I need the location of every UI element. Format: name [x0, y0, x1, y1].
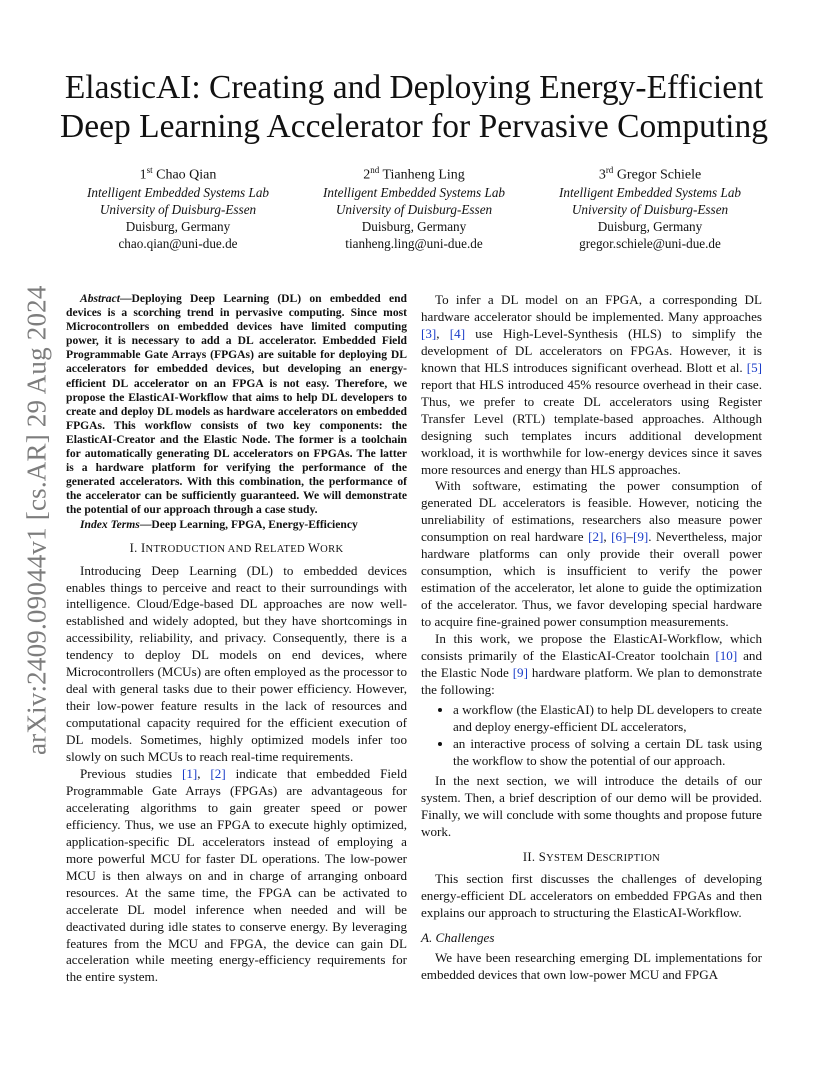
citation-link[interactable]: [3]	[421, 325, 437, 341]
author-lab: Intelligent Embedded Systems Lab	[322, 184, 506, 200]
citation-link[interactable]: [2]	[588, 529, 604, 545]
abstract	[66, 292, 407, 518]
author-1: 1st Chao Qian Intelligent Embedded Systems Lab University of Duisburg-Essen Duisburg, Germany chao.qian@uni-due.de	[60, 162, 296, 252]
author-location: Duisburg, Germany	[361, 218, 467, 234]
citation-link[interactable]: [9]	[512, 664, 528, 680]
author-email[interactable]: chao.qian@uni-due.de	[118, 235, 238, 251]
author-3: 3rd Gregor Schiele Intelligent Embedded Systems Lab University of Duisburg-Essen Duisburg, Germany gregor.schiele@uni-due.de	[532, 162, 768, 252]
citation-link[interactable]: [4]	[449, 325, 466, 341]
index-terms	[66, 518, 407, 532]
author-university: University of Duisburg-Essen	[571, 201, 729, 217]
citation-link[interactable]: [9]	[632, 529, 649, 545]
paper-title: ElasticAI: Creating and Deploying Energy-Efficient Deep Learning Accelerator for Pervasive Computing	[60, 69, 768, 145]
citation-link[interactable]: [1]	[181, 765, 198, 781]
section-heading-system-description: II. SYSTEM DESCRIPTION	[522, 849, 661, 864]
left-column	[66, 292, 407, 986]
paragraph-right-3: In this work, we propose the ElasticAI-Workflow, which consists primarily of the ElasticAI-Creator toolchain [10] and the Elastic Node [9] hardware platform. We plan to demonstrate the following:	[421, 631, 763, 697]
section-heading-introduction: I. INTRODUCTION AND RELATED WORK	[129, 540, 344, 555]
author-university: University of Duisburg-Essen	[99, 201, 257, 217]
author-lab: Intelligent Embedded Systems Lab	[86, 184, 270, 200]
author-name: Gregor Schiele	[616, 167, 702, 183]
paragraph-intro-1: Introducing Deep Learning (DL) to embedded devices enables things to perceive and react to their surroundings with intelligence. Cloud/Edge-based DL approaches are now well-established and widely adopted, but they have shortcomings in accessibility, reliability, and privacy. Consequently, there is a tendency to deploy DL models on end devices, where Microcontrollers (MCUs) are often employed as the processor to deal with general tasks due to their power efficiency. However, their low-power feature results in the lack of resources and computational capacity required for the efficient execution of DL models. Sometimes, highly optimized models infer too slowly on such MCUs to reach real-time requirements.	[66, 562, 407, 765]
list-item: • an interactive process of solving a certain DL task using the workflow to show the potential of our approach.	[453, 736, 762, 770]
author-lab: Intelligent Embedded Systems Lab	[558, 184, 742, 200]
index-terms-label: Index Terms	[80, 517, 140, 531]
paragraph-right-5: This section first discusses the challenges of developing energy-efficient DL accelerators on embedded FPGAs and then explains our approach to structuring the ElasticAI-Workflow.	[421, 871, 762, 921]
citation-link[interactable]: [5]	[746, 359, 762, 375]
paragraph-right-6: We have been researching emerging DL implementations for embedded devices that own low-power MCU and FPGA	[421, 950, 762, 983]
contribution-list	[421, 702, 762, 770]
citation-link[interactable]: [2]	[210, 765, 226, 781]
author-location: Duisburg, Germany	[597, 218, 703, 234]
author-email[interactable]: gregor.schiele@uni-due.de	[579, 235, 721, 251]
abstract-label: Abstract	[80, 292, 120, 305]
author-name: Tianheng Ling	[382, 167, 465, 183]
arxiv-identifier: arXiv:2409.09044v1 [cs.AR] 29 Aug 2024	[21, 285, 52, 755]
right-column	[421, 292, 762, 984]
author-2: 2nd Tianheng Ling Intelligent Embedded Systems Lab University of Duisburg-Essen Duisburg, Germany tianheng.ling@uni-due.de	[296, 162, 532, 252]
paragraph-intro-2: Previous studies [1], [2] indicate that embedded Field Programmable Gate Arrays (FPGAs) are advantageous for accelerating algorithms to gain greater speed or power efficiency. Thus, we use an FPGA to execute highly optimized, application-specific DL accelerators instead of employing a more powerful MCU for faster DL operations. The low-power MCU is then always on and in charge of arranging onboard resources. At the same time, the FPGA can be activated to accelerate DL model inference when needed and will be deactivated during idle states to conserve energy. By leveraging features from the MCU and FPGA, the device can gain DL acceleration while meeting energy-efficiency requirements for the entire system.	[66, 765, 408, 985]
author-location: Duisburg, Germany	[125, 218, 231, 234]
paragraph-right-2: With software, estimating the power consumption of generated DL accelerators is feasible. However, noticing the unreliability of estimations, researchers also measure power consumption on real hardware [2], [6]–[9]. Nevertheless, major hardware platforms can only provide their overall power consumption, which is insufficient to verify the power estimation of the accelerator, let alone to guide the optimization of the accelerator. Thus, we favor developing special hardware to acquire fine-grained power consumption measurements.	[421, 478, 762, 630]
abstract-text: —Deploying Deep Learning (DL) on embedded end devices is a scorching trend in pervasive computing. Since most Microcontrollers on embedded devices have limited computing power, it is necessary to add a DL accelerator. Embedded Field Programmable Gate Arrays (FPGAs) are suitable for deploying DL accelerators for embedded devices, but developing an energy-efficient DL accelerator on an FPGA is not easy. Therefore, we propose the ElasticAI-Workflow that aims to help DL developers to create and deploy DL models as hardware accelerators on embedded FPGAs. This workflow consists of two key components: the ElasticAI-Creator and the Elastic Node. The former is a toolchain for automatically generating DL accelerators on FPGAs. The latter is a hardware platform for verifying the performance of the generated accelerators. With this combination, the performance of the accelerator can be sufficiently guaranteed. We will demonstrate the potential of our approach through a case study.	[66, 292, 407, 517]
paragraph-right-4: In the next section, we will introduce the details of our system. Then, a brief description of our demo will be provided. Finally, we will conclude with some thoughts and propose future work.	[421, 772, 762, 839]
citation-link[interactable]: [10]	[715, 648, 738, 664]
subsection-heading-challenges: A. Challenges	[421, 930, 495, 946]
paragraph-right-1: To infer a DL model on an FPGA, a corresponding DL hardware accelerator should be implemented. Many approaches [3], [4] use High-Level-Synthesis (HLS) to simplify the development of DL accelerators on FPGAs. However, it is known that HLS introduces significant overhead. Blott et al. [5] report that HLS introduced 45% resource overhead in their case. Thus, we prefer to create DL accelerators using Register Transfer Level (RTL) template-based approaches. Although designing such templates incurs additional development workload, it is worthwhile for low-energy devices since it saves more resources and energy than HLS approaches.	[421, 292, 763, 477]
list-item: • a workflow (the ElasticAI) to help DL developers to create and deploy energy-efficient DL accelerators,	[453, 702, 762, 736]
author-block	[60, 162, 768, 252]
author-email[interactable]: tianheng.ling@uni-due.de	[345, 235, 483, 251]
author-university: University of Duisburg-Essen	[335, 201, 493, 217]
citation-link[interactable]: [6]	[611, 529, 627, 545]
author-name: Chao Qian	[156, 167, 217, 183]
index-terms-text: —Deep Learning, FPGA, Energy-Efficiency	[139, 517, 358, 531]
